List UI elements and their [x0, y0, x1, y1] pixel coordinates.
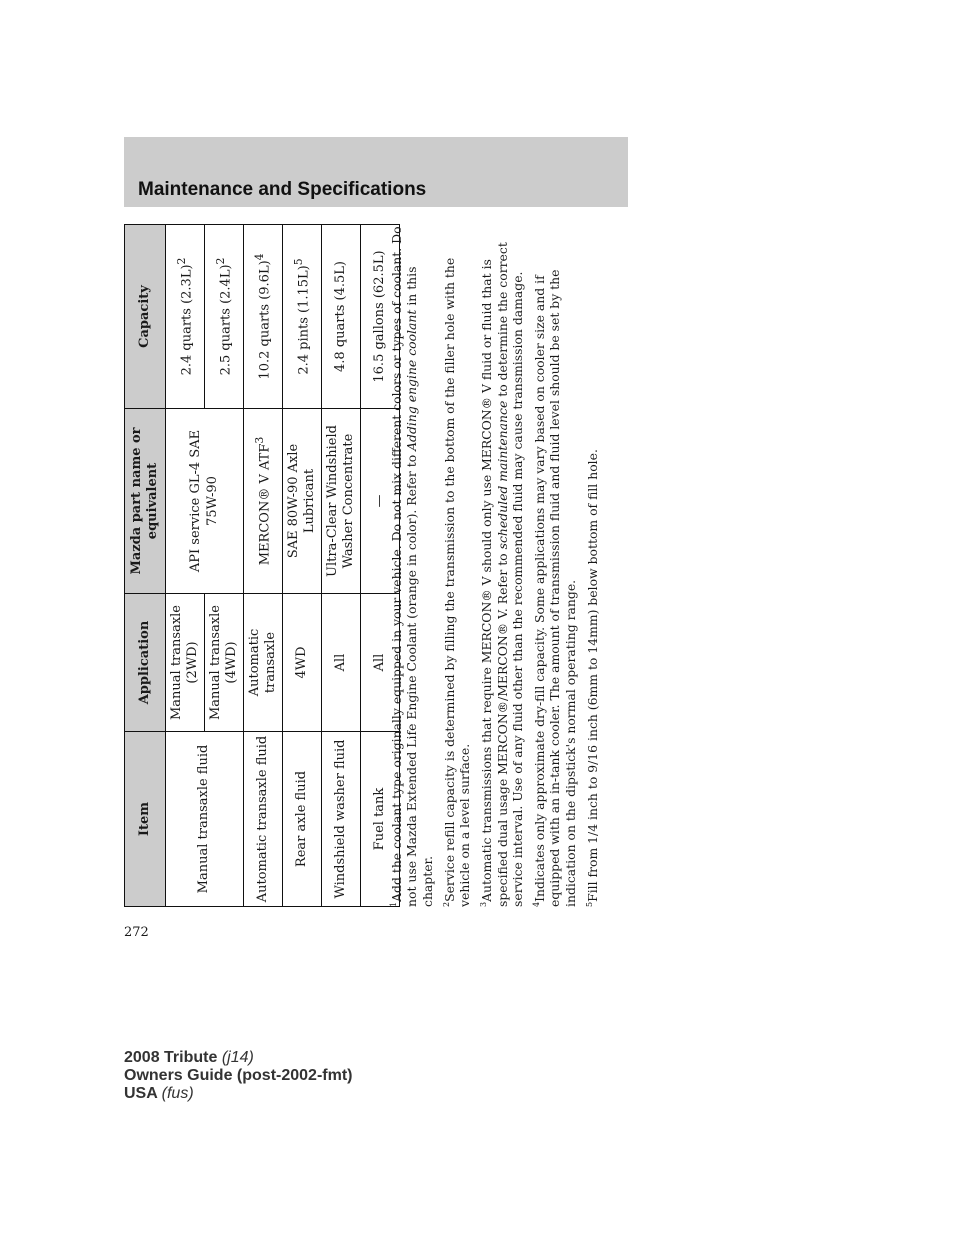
part-value: MERCON® V ATF: [257, 443, 273, 566]
cell-capacity: [283, 225, 322, 409]
table-row: [283, 225, 322, 907]
capacity-value: 2.4 quarts (2.3L): [179, 264, 195, 376]
cell-part: —: [361, 409, 400, 594]
footnote-ref: 2: [174, 257, 188, 265]
footnote: [529, 225, 578, 907]
cell-part: [244, 409, 283, 594]
footnotes: [386, 225, 604, 907]
footer-line-guide: [124, 1067, 352, 1085]
cell-application: Automatic transaxle: [244, 594, 283, 732]
footer-guide: Owners Guide (post-2002-fmt): [124, 1067, 353, 1084]
footnote-text: Fill from 1/4 inch to 9/16 inch (6mm to 14mm) below bottom of fill hole.: [584, 449, 600, 902]
footer-market: USA: [124, 1085, 158, 1102]
footnote-text: in this chapter.: [404, 266, 435, 907]
cell-application: All: [361, 594, 400, 732]
cell-capacity: 4.8 quarts (4.5L): [322, 225, 361, 409]
cell-part: API service GL-4 SAE 75W-90: [166, 409, 244, 594]
cell-item: Manual transaxle fluid: [166, 732, 244, 907]
cell-capacity: [166, 225, 205, 409]
footnote-text: Automatic transmissions that require MERCON® V should only use MERCON® V fluid or fluid that is specified dual usage MERCON®/MERCON® V. Refer to: [479, 259, 510, 907]
cell-item: Windshield washer fluid: [322, 732, 361, 907]
footnote: [439, 225, 473, 907]
cell-application: All: [322, 594, 361, 732]
table-row: [322, 225, 361, 907]
cell-item: Fuel tank: [361, 732, 400, 907]
capacities-table: [124, 224, 400, 907]
footnote-ref: 4: [252, 253, 266, 261]
footnote-text: Service refill capacity is determined by filling the transmission to the bottom of the filler hole with the vehicle on a level surface.: [441, 257, 473, 907]
cell-part: SAE 80W-90 Axle Lubricant: [283, 409, 322, 594]
footnote-text: to determine the correct service interval. Use of any fluid other than the recommended fluid may cause transmission damage.: [494, 242, 525, 907]
cell-item: Rear axle fluid: [283, 732, 322, 907]
footnote-number: 5: [584, 901, 594, 907]
footnote-italic: scheduled maintenance: [494, 400, 510, 550]
cell-application: Manual transaxle (4WD): [205, 594, 244, 732]
capacity-value: 10.2 quarts (9.6L): [257, 260, 273, 380]
cell-capacity: [244, 225, 283, 409]
cell-capacity: [205, 225, 244, 409]
table-row: [166, 225, 205, 907]
capacity-value: 2.5 quarts (2.4L): [218, 264, 234, 376]
footnote-italic: Adding engine coolant: [404, 309, 420, 451]
table-header-row: [125, 225, 166, 907]
footnote-ref: 2: [213, 257, 227, 265]
footnote: [476, 225, 525, 907]
capacity-value: 2.4 pints (1.15L): [296, 265, 312, 375]
header-band: [124, 137, 628, 207]
page-title: Maintenance and Specifications: [138, 179, 427, 200]
cell-capacity: 16.5 gallons (62.5L): [361, 225, 400, 409]
table-row: [244, 225, 283, 907]
footnote-number: 1: [389, 901, 398, 907]
column-header-item: Item: [125, 732, 166, 907]
footnote-text: Add the coolant type originally equipped in your vehicle. Do not mix different colors or types of coolant. Do not use Mazda Extended Life Engine Coolant (orange in color). Refer to: [389, 226, 420, 907]
cell-item: Automatic transaxle fluid: [244, 732, 283, 907]
footer-line-model: [124, 1049, 352, 1067]
footer-line-market: [124, 1085, 352, 1103]
column-header-capacity: Capacity: [125, 225, 166, 409]
footnote: [386, 225, 435, 907]
cell-application: 4WD: [283, 594, 322, 732]
footnote-text: Indicates only approximate dry-fill capacity. Some applications may vary based on cooler size and if equipped with an in-tank cooler. The amount of transmission fluid and fluid level should be set by the indication on the dipstick's normal operating range.: [532, 269, 578, 907]
page-number: 272: [124, 925, 149, 940]
column-header-application: Application: [125, 594, 166, 732]
footnote-ref: 3: [252, 436, 266, 444]
footnote-number: 3: [479, 901, 489, 907]
footnote-number: 4: [532, 901, 541, 907]
column-header-part: Mazda part name or equivalent: [125, 409, 166, 594]
document-footer: [124, 1049, 352, 1103]
footnote: [582, 225, 600, 907]
cell-application: Manual transaxle (2WD): [166, 594, 205, 732]
footer-model-code: (j14): [221, 1049, 254, 1066]
footnote-number: 2: [441, 901, 451, 907]
footer-model: 2008 Tribute: [124, 1049, 218, 1066]
rotated-content: [124, 225, 629, 907]
cell-part: Ultra-Clear Windshield Washer Concentrate: [322, 409, 361, 594]
footer-market-code: (fus): [161, 1085, 194, 1102]
footnote-ref: 5: [291, 258, 305, 266]
